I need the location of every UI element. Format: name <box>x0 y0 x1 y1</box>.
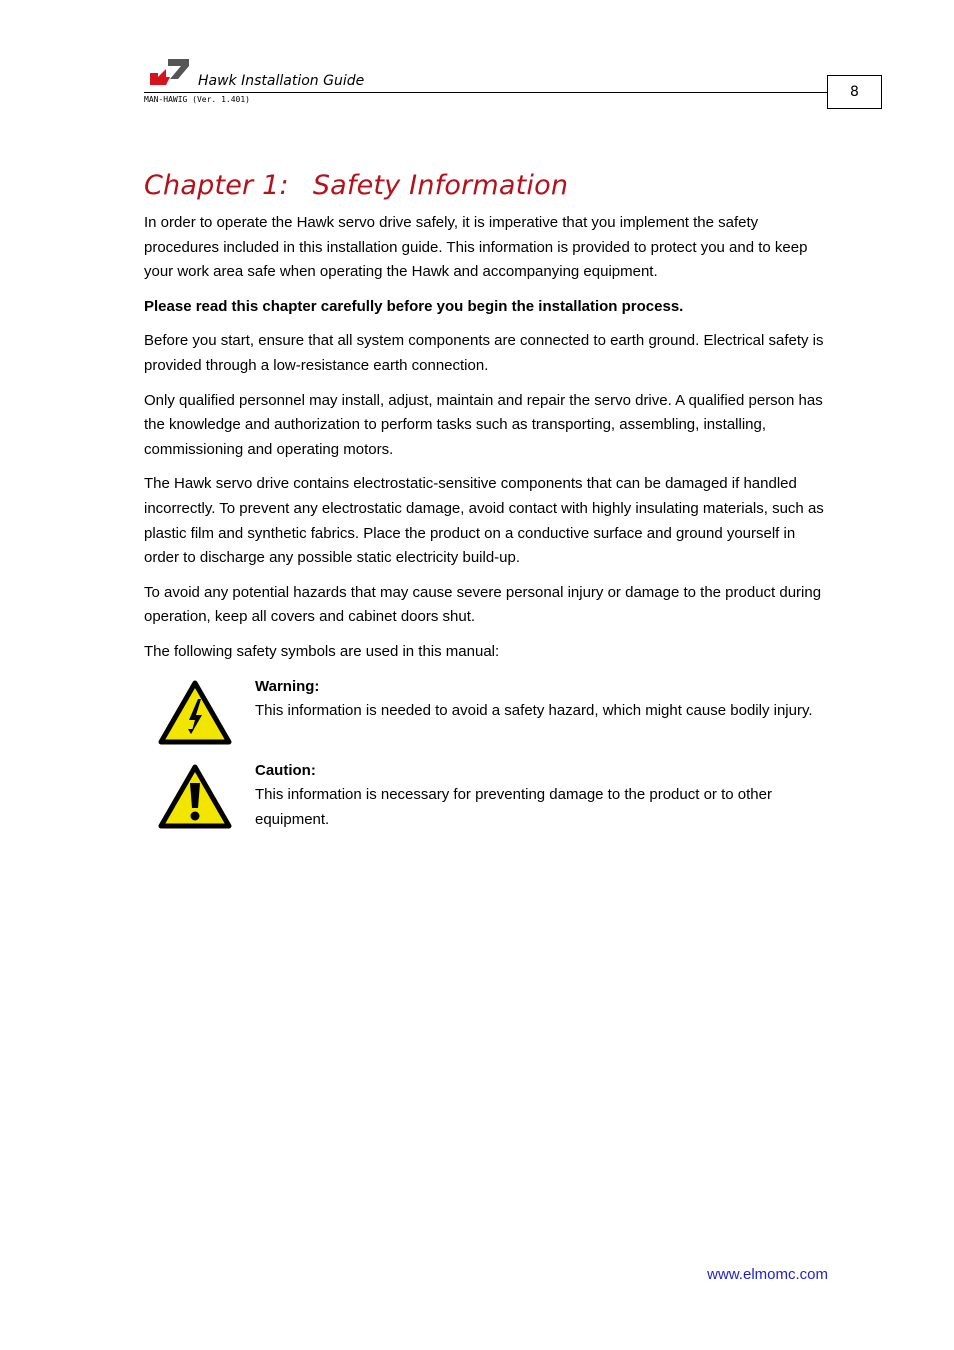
warning-description: This information is needed to avoid a safety hazard, which might cause bodily injury. <box>255 702 813 720</box>
caution-description: This information is necessary for preventing damage to the product or to other equipment. <box>255 786 772 828</box>
caution-label: Caution: <box>255 761 316 779</box>
website-link[interactable]: www.elmomc.com <box>707 1266 828 1283</box>
header-doc-id: MAN-HAWIG (Ver. 1.401) <box>144 95 250 104</box>
warning-label: Warning: <box>255 677 320 695</box>
elmo-logo-icon <box>148 57 190 87</box>
warning-text-block <box>255 675 835 724</box>
qualified-personnel-paragraph: Only qualified personnel may install, adjust, maintain and repair the servo drive. A qualified person has the knowledge and authorization to perform tasks such as transporting, assembling, installing, commissioning and operating motors. <box>144 391 823 458</box>
header-rule <box>144 92 827 93</box>
page-number: 8 <box>850 84 859 100</box>
header-title: Hawk Installation Guide <box>198 73 365 89</box>
intro-paragraph: In order to operate the Hawk servo drive safely, it is imperative that you implement the safety procedures included in this installation guide. This information is provided to protect you and to keep your work area safe when operating the Hawk and accompanying equipment. <box>144 214 808 281</box>
chapter-title: Safety Information <box>312 170 569 201</box>
warning-high-voltage-icon <box>158 679 232 745</box>
caution-symbol-row <box>144 759 834 843</box>
caution-exclamation-icon <box>158 763 232 829</box>
electrostatic-paragraph: The Hawk servo drive contains electrostatic-sensitive components that can be damaged if handled incorrectly. To prevent any electrostatic damage, avoid contact with highly insulating materials, such as plastic film and synthetic fabrics. Place the product on a conductive surface and ground yourself in order to discharge any possible static electricity build-up. <box>144 475 824 567</box>
earth-ground-paragraph: Before you start, ensure that all system components are connected to earth ground. Electrical safety is provided through a low-resistance earth connection. <box>144 332 824 374</box>
read-carefully-notice: Please read this chapter carefully before you begin the installation process. <box>144 297 684 315</box>
caution-text-block <box>255 759 835 833</box>
page-number-box <box>827 75 882 109</box>
chapter-heading <box>144 170 568 201</box>
page-header <box>0 0 954 120</box>
symbols-intro-paragraph: The following safety symbols are used in this manual: <box>144 642 500 660</box>
hazards-paragraph: To avoid any potential hazards that may cause severe personal injury or damage to the product during operation, keep all covers and cabinet doors shut. <box>144 583 822 626</box>
chapter-number: Chapter 1: <box>144 170 289 201</box>
chapter-body <box>144 211 834 843</box>
warning-symbol-row <box>144 675 834 759</box>
